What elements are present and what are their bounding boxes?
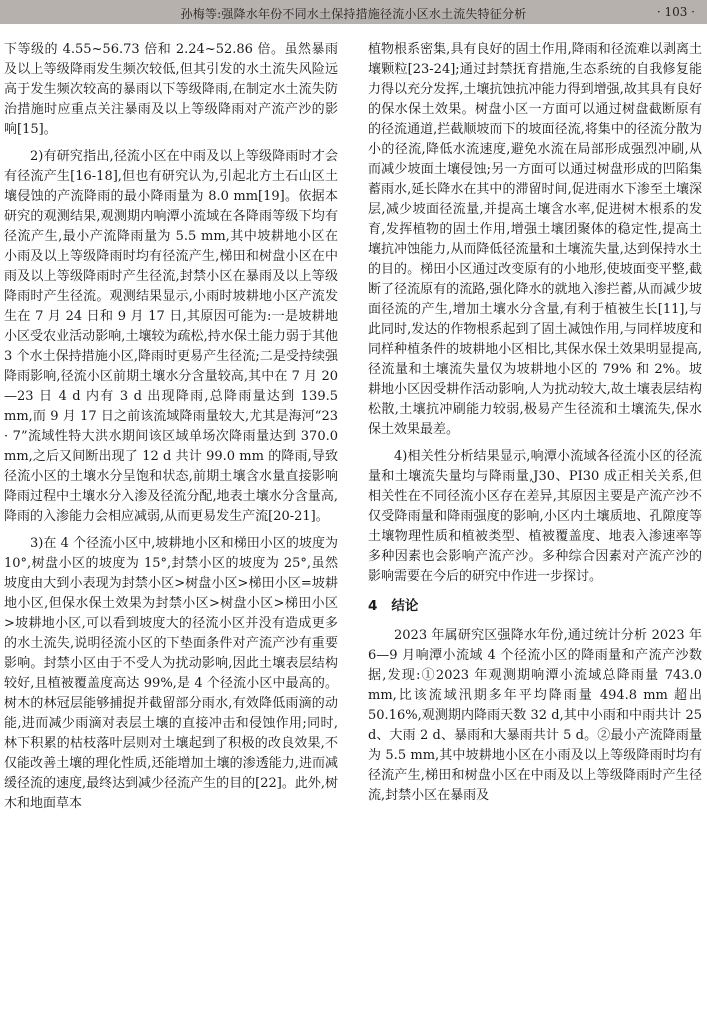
page-number: · 103 · [656,5,695,19]
section-number: 4 [368,598,378,614]
running-title: 孙梅等:强降水年份不同水土保持措施径流小区水土流失特征分析 [180,7,527,21]
section-title: 结论 [391,598,419,614]
left-column [4,40,338,821]
paragraph: 植物根系密集,具有良好的固土作用,降雨和径流难以剥离土壤颗粒[23-24];通过封禁抚育措施,生态系统的自我修复能力得以充分发挥,土壤抗蚀抗冲能力得到增强,故其具有良好的保水保土效果。树盘小区一方面可以通过树盘截断原有的径流通道,拦截顺坡而下的坡面径流,将集中的径流分散为小的径流,降低水流速度,避免水流在局部形成强烈冲刷,从而减少坡面土壤侵蚀;另一方面可以通过树盘形成的凹陷集蓄雨水,延长降水在其中的滞留时间,促进雨水下渗至土壤深层,减少坡面径流量,并提高土壤含水率,促进树木根系的发育,发挥植物的固土作用,增强土壤团聚体的稳定性,提高土壤抗冲蚀能力,从而降低径流量和土壤流失量,达到保持水土的目的。梯田小区通过改变原有的小地形,使坡面变平整,截断了径流原有的流路,强化降水的就地入渗拦蓄,从而减少坡面径流的产生,增加土壤水分含量,有利于植被生长[11],与此同时,发达的作物根系起到了固土减蚀作用,与同样坡度和同样种植条件的坡耕地小区相比,其保水保土效果明显提高,径流量和土壤流失量仅为坡耕地小区的 79% 和 2%。坡耕地小区因受耕作活动影响,人为扰动较大,故土壤表层结构松散,土壤抗冲刷能力较弱,极易产生径流和土壤流失,保水保土效果最差。 [368,42,702,437]
running-header [0,0,707,24]
paragraph: 4)相关性分析结果显示,响潭小流域各径流小区的径流量和土壤流失量均与降雨量,J30、PI30 成正相关关系,但相关性在不同径流小区存在差异,其原因主要是产流产沙不仅受降雨量和降雨强度的影响,小区内土壤质地、孔隙度等土壤物理性质和植被类型、植被覆盖度、地表入渗速率等多种因素也会影响产流产沙。多种综合因素对产流产沙的影响需要在今后的研究中作进一步探讨。 [368,449,702,584]
paragraph: 下等级的 4.55~56.73 倍和 2.24~52.86 倍。虽然暴雨及以上等级降雨发生频次较低,但其引发的水土流失风险远高于发生频次较高的暴雨以下等级降雨,在制定水土流失防治措施时应重点关注暴雨及以上等级降雨对产流产沙的影响[15]。 [4,42,338,137]
right-column [368,40,702,813]
paragraph: 3)在 4 个径流小区中,坡耕地小区和梯田小区的坡度为 10°,树盘小区的坡度为 15°,封禁小区的坡度为 25°,虽然坡度由大到小表现为封禁小区>树盘小区>梯田小区=坡耕地小区,但保水保土效果为封禁小区>树盘小区>梯田小区>坡耕地小区,可以看到坡度大的径流小区并没有造成更多的水土流失,说明径流小区的下垫面条件对产流产沙有重要影响。封禁小区由于不受人为扰动影响,因此土壤表层结构较好,且植被覆盖度高达 99%,是 4 个径流小区中最高的。树木的林冠层能够捕捉并截留部分雨水,有效降低雨滴的动能,进而减少雨滴对表层土壤的直接冲击和侵蚀作用;同时,林下积累的枯枝落叶层则对土壤起到了积极的改良效果,不仅能改善土壤的理化性质,还能增加土壤的渗透能力,进而减缓径流的速度,最终达到减少径流产生的目的[22]。此外,树木和地面草本 [4,536,338,811]
section-heading [368,596,702,616]
paragraph: 2023 年属研究区强降水年份,通过统计分析 2023 年 6—9 月响潭小流域 4 个径流小区的降雨量和产流产沙数据,发现:①2023 年观测期响潭小流域总降雨量 743.0 mm,比该流域汛期多年平均降雨量 494.8 mm 超出 50.16%,观测期内降雨天数 32 d,其中小雨和中雨共计 25 d、大雨 2 d、暴雨和大暴雨共计 5 d。②最小产流降雨量为 5.5 mm,其中坡耕地小区在小雨及以上等级降雨时均有径流产生,梯田和树盘小区在中雨及以上等级降雨时产生径流,封禁小区在暴雨及 [368,628,702,803]
paragraph: 2)有研究指出,径流小区在中雨及以上等级降雨时才会有径流产生[16-18],但也有研究认为,引起北方土石山区土壤侵蚀的产流降雨的最小降雨量为 8.0 mm[19]。依据本研究的观测结果,观测期内响潭小流域在各降雨等级下均有径流产生,最小产流降雨量为 5.5 mm,其中坡耕地小区在小雨及以上等级降雨时均有径流产生,梯田和树盘小区在中雨及以上等级降雨时产生径流,封禁小区在暴雨及以上等级降雨时产生径流。观测结果显示,小雨时坡耕地小区产流发生在 7 月 24 日和 9 月 17 日,其原因可能为:一是坡耕地小区受农业活动影响,土壤较为疏松,持水保土能力弱于其他 3 个水土保持措施小区,降雨时更易产生径流;二是受持续强降雨影响,径流小区前期土壤水分含量较高,其中在 7 月 20—23 日 4 d 内有 3 d 出现降雨,总降雨量达到 139.5 mm,而 9 月 17 日之前该流域降雨量较大,尤其是海河“23 · 7”流域性特大洪水期间该区域单场次降雨量达到 370.0 mm,之后又间断出现了 12 d 共计 99.0 mm 的降雨,导致径流小区的土壤水分呈饱和状态,前期土壤含水量直接影响降雨过程中土壤水分入渗及径流分配,地表土壤水分含量高,降雨的入渗能力会相应减弱,从而更易发生产流[20-21]。 [4,149,338,524]
